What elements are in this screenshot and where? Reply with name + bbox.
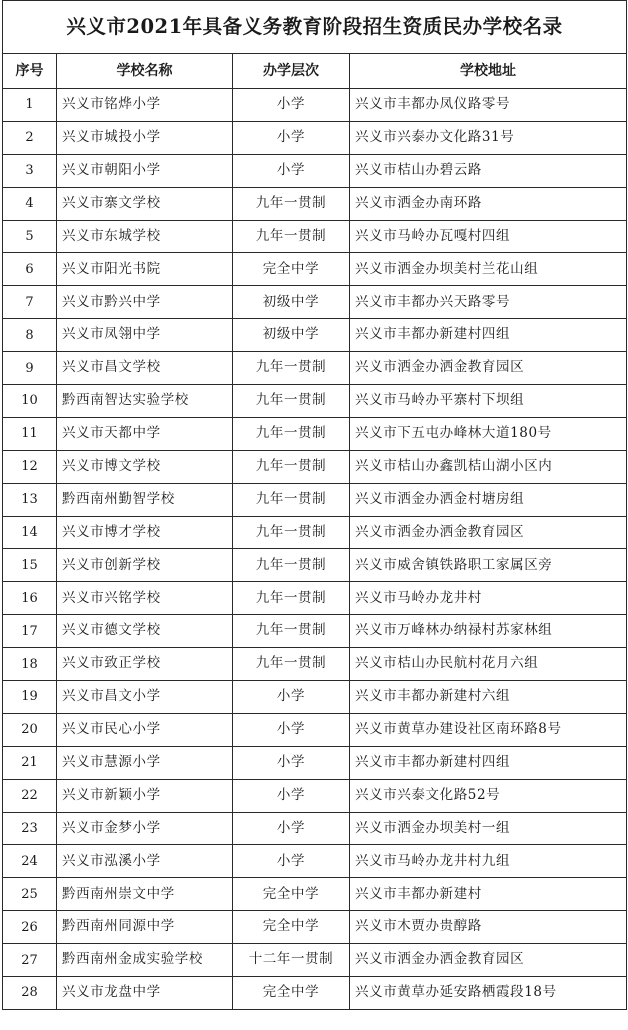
school-level-cell: 小学 — [233, 713, 350, 746]
school-level-cell: 小学 — [233, 89, 350, 122]
row-index-cell: 10 — [3, 385, 57, 418]
school-name-cell: 兴义市寨文学校 — [57, 187, 233, 220]
table-row — [3, 352, 627, 385]
school-level-cell: 九年一贯制 — [233, 220, 350, 253]
school-name-cell: 兴义市博才学校 — [57, 516, 233, 549]
table-row — [3, 878, 627, 911]
school-level-cell: 小学 — [233, 779, 350, 812]
school-name-cell: 兴义市昌文学校 — [57, 352, 233, 385]
school-address-cell: 兴义市洒金办坝美村一组 — [350, 812, 627, 845]
school-name-cell: 黔西南州勤智学校 — [57, 483, 233, 516]
row-index-cell: 28 — [3, 977, 57, 1010]
school-address-cell: 兴义市洒金办坝美村兰花山组 — [350, 253, 627, 286]
table-row — [3, 713, 627, 746]
school-level-cell: 九年一贯制 — [233, 417, 350, 450]
school-name-cell: 黔西南州金成实验学校 — [57, 944, 233, 977]
school-address-cell: 兴义市威舍镇铁路职工家属区旁 — [350, 549, 627, 582]
school-address-cell: 兴义市兴泰文化路52号 — [350, 779, 627, 812]
school-address-cell: 兴义市马岭办龙井村九组 — [350, 845, 627, 878]
table-row — [3, 220, 627, 253]
table-row — [3, 746, 627, 779]
school-name-cell: 兴义市昌文小学 — [57, 681, 233, 714]
row-index-cell: 4 — [3, 187, 57, 220]
school-name-cell: 黔西南州同源中学 — [57, 911, 233, 944]
school-name-cell: 兴义市东城学校 — [57, 220, 233, 253]
school-name-cell: 兴义市德文学校 — [57, 615, 233, 648]
school-address-cell: 兴义市万峰林办纳禄村苏家林组 — [350, 615, 627, 648]
school-name-cell: 兴义市致正学校 — [57, 648, 233, 681]
title-row — [3, 1, 627, 54]
table-row — [3, 483, 627, 516]
row-index-cell: 22 — [3, 779, 57, 812]
row-index-cell: 20 — [3, 713, 57, 746]
school-level-cell: 初级中学 — [233, 286, 350, 319]
school-level-cell: 完全中学 — [233, 911, 350, 944]
row-index-cell: 17 — [3, 615, 57, 648]
school-level-cell: 小学 — [233, 812, 350, 845]
header-index: 序号 — [3, 54, 57, 89]
school-name-cell: 兴义市阳光书院 — [57, 253, 233, 286]
school-name-cell: 兴义市金梦小学 — [57, 812, 233, 845]
row-index-cell: 6 — [3, 253, 57, 286]
school-address-cell: 兴义市马岭办龙井村 — [350, 582, 627, 615]
school-level-cell: 小学 — [233, 121, 350, 154]
table-row — [3, 845, 627, 878]
row-index-cell: 2 — [3, 121, 57, 154]
row-index-cell: 14 — [3, 516, 57, 549]
school-level-cell: 小学 — [233, 845, 350, 878]
school-address-cell: 兴义市洒金办南环路 — [350, 187, 627, 220]
header-row — [3, 54, 627, 89]
header-school-address: 学校地址 — [350, 54, 627, 89]
school-name-cell: 兴义市博文学校 — [57, 450, 233, 483]
row-index-cell: 12 — [3, 450, 57, 483]
school-address-cell: 兴义市洒金办洒金教育园区 — [350, 352, 627, 385]
row-index-cell: 1 — [3, 89, 57, 122]
school-address-cell: 兴义市洒金办洒金教育园区 — [350, 944, 627, 977]
school-address-cell: 兴义市桔山办民航村花月六组 — [350, 648, 627, 681]
school-name-cell: 兴义市新颖小学 — [57, 779, 233, 812]
school-address-cell: 兴义市桔山办鑫凯桔山湖小区内 — [350, 450, 627, 483]
table-row — [3, 187, 627, 220]
school-level-cell: 九年一贯制 — [233, 352, 350, 385]
table-row — [3, 89, 627, 122]
school-level-cell: 九年一贯制 — [233, 450, 350, 483]
table-row — [3, 417, 627, 450]
table-row — [3, 681, 627, 714]
school-address-cell: 兴义市洒金办洒金村塘房组 — [350, 483, 627, 516]
school-level-cell: 九年一贯制 — [233, 582, 350, 615]
school-level-cell: 小学 — [233, 681, 350, 714]
school-address-cell: 兴义市洒金办洒金教育园区 — [350, 516, 627, 549]
table-row — [3, 977, 627, 1010]
table-row — [3, 121, 627, 154]
school-name-cell: 兴义市城投小学 — [57, 121, 233, 154]
school-address-cell: 兴义市桔山办碧云路 — [350, 154, 627, 187]
school-level-cell: 九年一贯制 — [233, 549, 350, 582]
school-address-cell: 兴义市马岭办平寨村下坝组 — [350, 385, 627, 418]
school-address-cell: 兴义市丰都办新建村 — [350, 878, 627, 911]
row-index-cell: 25 — [3, 878, 57, 911]
school-address-cell: 兴义市丰都办新建村六组 — [350, 681, 627, 714]
table-row — [3, 385, 627, 418]
table-row — [3, 286, 627, 319]
row-index-cell: 19 — [3, 681, 57, 714]
school-name-cell: 兴义市朝阳小学 — [57, 154, 233, 187]
row-index-cell: 7 — [3, 286, 57, 319]
school-directory-sheet — [2, 0, 626, 1010]
table-row — [3, 154, 627, 187]
school-level-cell: 小学 — [233, 154, 350, 187]
school-name-cell: 兴义市慧源小学 — [57, 746, 233, 779]
row-index-cell: 3 — [3, 154, 57, 187]
table-row — [3, 615, 627, 648]
row-index-cell: 24 — [3, 845, 57, 878]
school-level-cell: 九年一贯制 — [233, 187, 350, 220]
school-name-cell: 兴义市创新学校 — [57, 549, 233, 582]
school-level-cell: 九年一贯制 — [233, 483, 350, 516]
school-address-cell: 兴义市兴泰办文化路31号 — [350, 121, 627, 154]
school-address-cell: 兴义市丰都办凤仪路零号 — [350, 89, 627, 122]
row-index-cell: 9 — [3, 352, 57, 385]
table-row — [3, 549, 627, 582]
school-address-cell: 兴义市丰都办新建村四组 — [350, 319, 627, 352]
school-table — [2, 0, 627, 1010]
school-name-cell: 兴义市铭烨小学 — [57, 89, 233, 122]
school-level-cell: 九年一贯制 — [233, 615, 350, 648]
school-level-cell: 十二年一贯制 — [233, 944, 350, 977]
row-index-cell: 18 — [3, 648, 57, 681]
school-name-cell: 兴义市凤翎中学 — [57, 319, 233, 352]
table-row — [3, 319, 627, 352]
school-name-cell: 兴义市龙盘中学 — [57, 977, 233, 1010]
row-index-cell: 15 — [3, 549, 57, 582]
school-address-cell: 兴义市下五屯办峰林大道180号 — [350, 417, 627, 450]
row-index-cell: 11 — [3, 417, 57, 450]
row-index-cell: 16 — [3, 582, 57, 615]
row-index-cell: 8 — [3, 319, 57, 352]
school-name-cell: 兴义市泓溪小学 — [57, 845, 233, 878]
school-level-cell: 九年一贯制 — [233, 385, 350, 418]
school-name-cell: 黔西南州崇文中学 — [57, 878, 233, 911]
row-index-cell: 13 — [3, 483, 57, 516]
school-address-cell: 兴义市丰都办兴天路零号 — [350, 286, 627, 319]
table-row — [3, 648, 627, 681]
table-row — [3, 911, 627, 944]
row-index-cell: 5 — [3, 220, 57, 253]
table-body — [3, 89, 627, 1010]
table-row — [3, 582, 627, 615]
school-address-cell: 兴义市木贾办贵醇路 — [350, 911, 627, 944]
row-index-cell: 21 — [3, 746, 57, 779]
school-name-cell: 兴义市民心小学 — [57, 713, 233, 746]
table-row — [3, 812, 627, 845]
table-row — [3, 516, 627, 549]
header-school-name: 学校名称 — [57, 54, 233, 89]
row-index-cell: 26 — [3, 911, 57, 944]
table-row — [3, 253, 627, 286]
school-level-cell: 小学 — [233, 746, 350, 779]
document-title: 兴义市2021年具备义务教育阶段招生资质民办学校名录 — [3, 1, 627, 54]
school-name-cell: 兴义市兴铭学校 — [57, 582, 233, 615]
row-index-cell: 27 — [3, 944, 57, 977]
school-level-cell: 完全中学 — [233, 977, 350, 1010]
table-row — [3, 450, 627, 483]
school-address-cell: 兴义市马岭办瓦嘎村四组 — [350, 220, 627, 253]
header-school-level: 办学层次 — [233, 54, 350, 89]
school-name-cell: 兴义市黔兴中学 — [57, 286, 233, 319]
school-name-cell: 兴义市天都中学 — [57, 417, 233, 450]
table-row — [3, 944, 627, 977]
school-level-cell: 初级中学 — [233, 319, 350, 352]
table-row — [3, 779, 627, 812]
school-level-cell: 九年一贯制 — [233, 516, 350, 549]
school-address-cell: 兴义市黄草办延安路栖霞段18号 — [350, 977, 627, 1010]
school-address-cell: 兴义市丰都办新建村四组 — [350, 746, 627, 779]
school-name-cell: 黔西南智达实验学校 — [57, 385, 233, 418]
school-level-cell: 九年一贯制 — [233, 648, 350, 681]
row-index-cell: 23 — [3, 812, 57, 845]
school-address-cell: 兴义市黄草办建设社区南环路8号 — [350, 713, 627, 746]
school-level-cell: 完全中学 — [233, 253, 350, 286]
school-level-cell: 完全中学 — [233, 878, 350, 911]
